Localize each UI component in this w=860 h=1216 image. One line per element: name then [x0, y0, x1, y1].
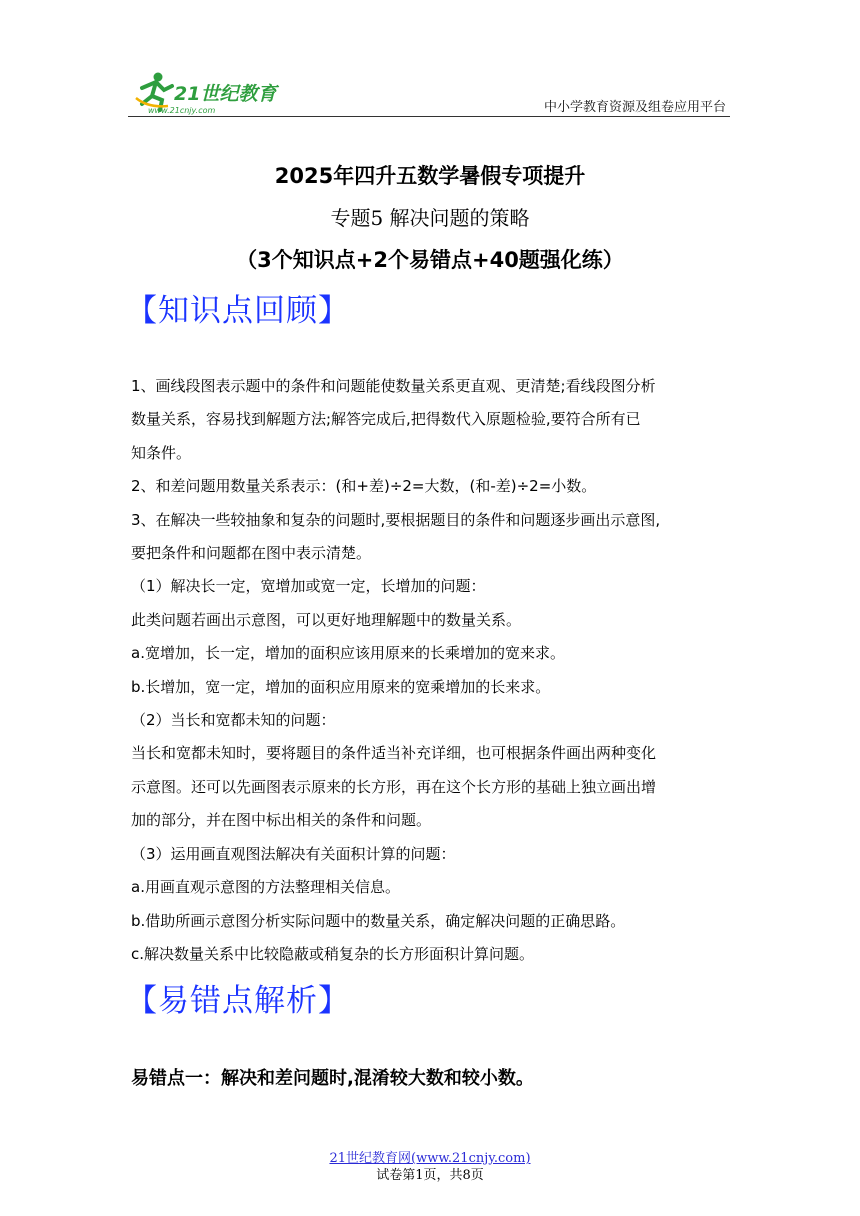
error-point-heading: 易错点一：解决和差问题时,混淆较大数和较小数。 — [131, 1068, 534, 1089]
footer-page-number: 试卷第1页，共8页 — [376, 1168, 484, 1183]
knowledge-line: c.解决数量关系中比较隐蔽或稍复杂的长方形面积计算问题。 — [131, 944, 535, 963]
knowledge-line: a.用画直观示意图的方法整理相关信息。 — [131, 878, 400, 897]
knowledge-line: 2、和差问题用数量关系表示：(和+差)÷2=大数，(和-差)÷2=小数。 — [131, 477, 597, 496]
header-divider — [128, 116, 730, 117]
section-knowledge-heading: 【知识点回顾】 — [126, 293, 350, 329]
knowledge-line: 此类问题若画出示意图，可以更好地理解题中的数量关系。 — [131, 610, 522, 629]
logo-url: www.21cnjy.com — [148, 106, 216, 115]
knowledge-line: b.借助所画示意图分析实际问题中的数量关系，确定解决问题的正确思路。 — [131, 911, 626, 930]
knowledge-line: 示意图。还可以先画图表示原来的长方形，再在这个长方形的基础上独立画出增 — [131, 777, 657, 796]
logo-text: 21世纪教育 — [174, 83, 277, 105]
footer-site-link[interactable]: 21世纪教育网(www.21cnjy.com) — [329, 1151, 531, 1166]
page-header — [128, 62, 730, 118]
knowledge-line: 1、画线段图表示题中的条件和问题能使数量关系更直观、更清楚;看线段图分析 — [131, 377, 656, 395]
knowledge-line: b.长增加，宽一定，增加的面积应用原来的宽乘增加的长来求。 — [131, 677, 551, 696]
knowledge-content — [131, 370, 741, 971]
header-platform-name: 中小学教育资源及组卷应用平台 — [543, 100, 726, 115]
knowledge-line: 知条件。 — [131, 443, 192, 462]
knowledge-line: 3、在解决一些较抽象和复杂的问题时,要根据题目的条件和问题逐步画出示意图, — [131, 510, 661, 529]
document-title: 2025年四升五数学暑假专项提升 — [274, 164, 586, 188]
knowledge-line: （2）当长和宽都未知的问题： — [131, 711, 336, 730]
knowledge-line: 当长和宽都未知时，要将题目的条件适当补充详细，也可根据条件画出两种变化 — [131, 744, 657, 763]
knowledge-line: 加的部分，并在图中标出相关的条件和问题。 — [131, 811, 432, 830]
21cnjy-logo — [128, 68, 288, 116]
knowledge-line: 要把条件和问题都在图中表示清楚。 — [131, 544, 372, 563]
document-subtitle: 专题5 解决问题的策略 — [330, 206, 530, 230]
document-summary: （3个知识点+2个易错点+40题强化练） — [236, 248, 624, 272]
knowledge-line: 数量关系，容易找到解题方法;解答完成后,把得数代入原题检验,要符合所有已 — [131, 410, 641, 429]
knowledge-line: （3）运用画直观图法解决有关面积计算的问题： — [131, 844, 456, 863]
knowledge-line: （1）解决长一定，宽增加或宽一定，长增加的问题： — [131, 577, 486, 596]
section-errors-heading: 【易错点解析】 — [126, 983, 350, 1019]
page-footer — [0, 1150, 860, 1184]
knowledge-line: a.宽增加，长一定，增加的面积应该用原来的长乘增加的宽来求。 — [131, 644, 565, 663]
